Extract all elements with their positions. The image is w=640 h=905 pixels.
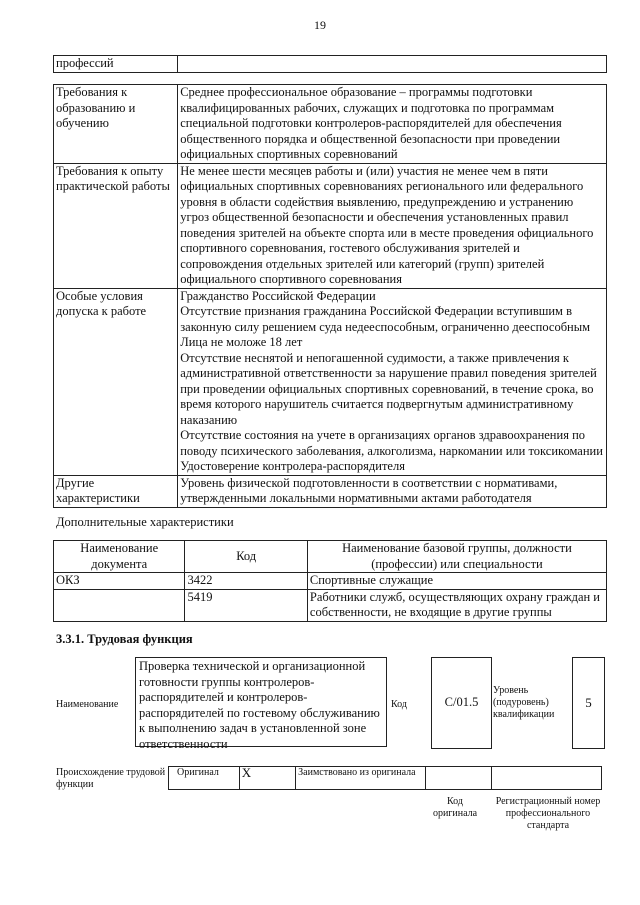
requirement-label: Требования к опыту практической работы [54,163,178,288]
requirement-line: Отсутствие состояния на учете в организациях органов здравоохранения по поводу психического заболевания, алкоголизма, наркомании или токсикомании [180,428,603,458]
level-box: 5 [572,657,605,749]
table-row [54,573,607,590]
requirement-line: Лица не моложе 18 лет [180,335,303,349]
requirements-row [54,475,607,507]
requirement-value [178,163,607,288]
additional-characteristics-title: Дополнительные характеристики [56,515,234,529]
header-code: Код [185,541,307,573]
requirement-line: Не менее шести месяцев работы и (или) участия не менее чем в пяти официальных спортивных соревнованиях регионального или федерального уровня в области содействия выявлению, предупреждению и устранению угроз общественной безопасности и обеспечения установленных правил поведения зрителей на объекте спорта или в месте проведения официального спортивного соревнования, гостевого обслуживания зрителей и сопровождения отдельных зрителей или категорий (групп) зрителей официального спортивного соревнования [180,163,594,286]
code-original-label: Код оригинала [432,796,478,819]
requirement-value [178,288,607,475]
page-number: 19 [314,18,326,32]
level-label: Уровень (подуровень) квалификации [493,685,555,720]
reg-number-cell [492,767,602,790]
requirement-label: Другие характеристики [54,475,178,507]
requirement-label: Особые условия допуска к работе [54,288,178,475]
requirement-value [178,85,607,164]
original-mark: X [239,767,295,790]
code-label: Код [391,699,407,710]
requirements-row [54,288,607,475]
requirement-value [178,475,607,507]
profession-row-table [53,55,607,73]
requirement-line: Уровень физической подготовленности в соответствии с нормативами, утвержденными локальными нормативными актами работодателя [180,475,558,505]
requirement-line: Среднее профессиональное образование – программы подготовки квалифицированных рабочих, служащих и подготовка по программам специальной подготовки контролеров-распорядителей для обеспечения общественного порядка и общественной безопасности при проведении официальных спортивных соревнований [180,85,562,161]
name-label: Наименование [56,699,119,710]
table-header-row [54,541,607,573]
row-doc: ОКЗ [54,573,185,590]
additional-characteristics-table [53,540,607,622]
requirement-line: Отсутствие неснятой и непогашенной судимости, а также привлечения к административной ответственности за нарушение правил поведения зрителей при проведении официальных спортивных соревнований, в течение срока, во время которого нарушитель считается подвергнутым административному наказанию [180,350,597,427]
borrowed-label: Заимствовано из оригинала [296,767,426,790]
row-name: Работники служб, осуществляющих охрану граждан и собственности, не входящие в другие группы [307,589,606,621]
requirement-line: Отсутствие признания гражданина Российской Федерации вступившим в законную силу решением суда недееспособным, ограниченно дееспособным [180,304,591,334]
origin-table [168,766,602,790]
requirements-row [54,85,607,164]
table-row [54,589,607,621]
requirement-label: Требования к образованию и обучению [54,85,178,164]
row-doc [54,589,185,621]
row-name: Спортивные служащие [307,573,606,590]
row-code: 5419 [185,589,307,621]
function-name-box: Проверка технической и организационной готовности группы контролеров-распорядителей и контролеров-распорядителей по гостевому обслуживанию к выполнению задач в установленной зоне ответственности [135,657,387,747]
reg-number-label: Регистрационный номер профессионального стандарта [495,796,601,831]
row-code: 3422 [185,573,307,590]
header-name: Наименование базовой группы, должности (профессии) или специальности [307,541,606,573]
original-label: Оригинал [169,767,240,790]
code-original-cell [426,767,492,790]
profession-cell: профессий [54,56,178,73]
function-code-box: C/01.5 [431,657,492,749]
requirement-line: Гражданство Российской Федерации [180,288,376,303]
profession-value-cell [178,56,607,73]
requirements-row [54,163,607,288]
header-doc: Наименование документа [54,541,185,573]
requirements-table [53,84,607,508]
section-title: 3.3.1. Трудовая функция [56,632,193,646]
origin-label: Происхождение трудовой функции [56,767,166,790]
requirement-line: Удостоверение контролера-распорядителя [180,459,405,473]
